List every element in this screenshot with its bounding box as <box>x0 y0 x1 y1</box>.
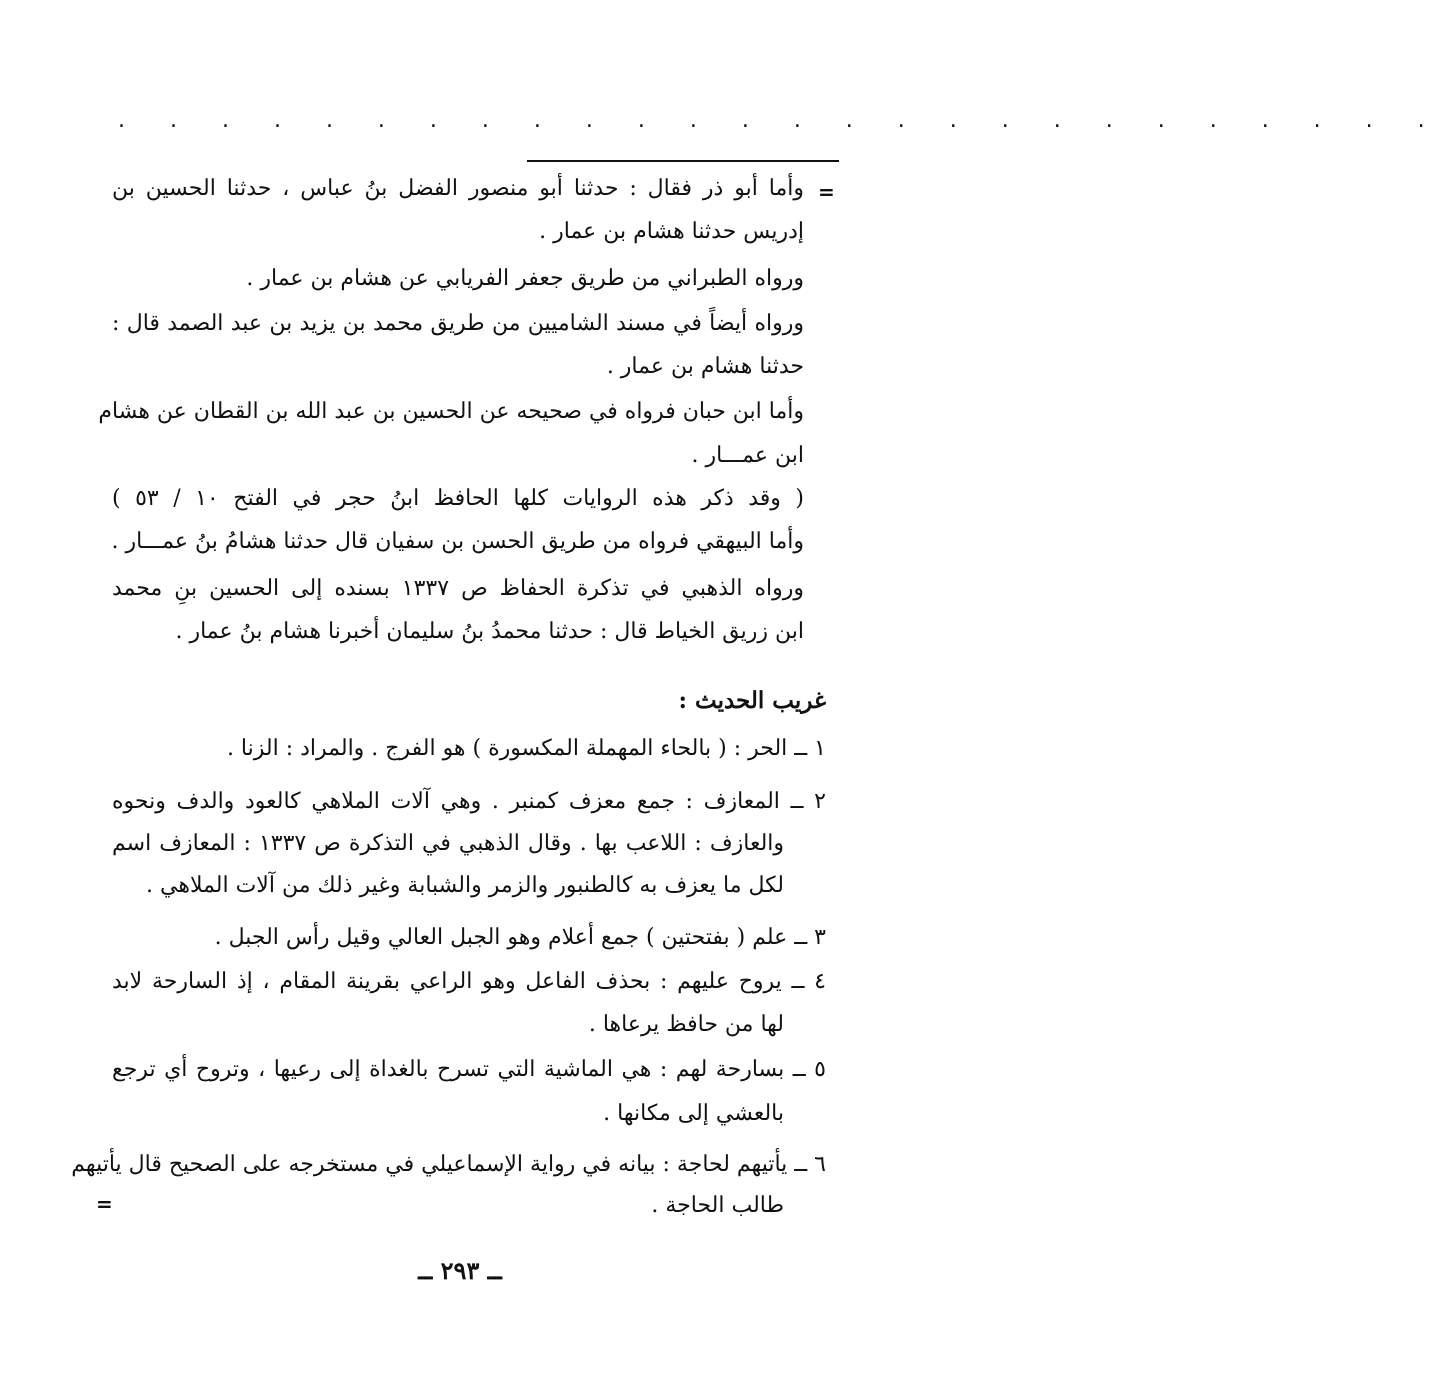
gloss-line: والعازف : اللاعب بها . وقال الذهبي في التذكرة ص ١٣٣٧ : المعازف اسم <box>112 831 785 856</box>
note-line: وأما أبو ذر فقال : حدثنا أبو منصور الفضل بنُ عباس ، حدثنا الحسين بن <box>112 176 804 201</box>
note-line: وأما ابن حبان فرواه في صحيحه عن الحسين بن عبد الله بن القطان عن هشام <box>98 399 804 424</box>
gloss-line: ١ ــ الحر : ( بالحاء المهملة المكسورة ) هو الفرج . والمراد : الزنا . <box>226 736 826 761</box>
note-line: وأما البيهقي فرواه من طريق الحسن بن سفيان قال حدثنا هشامُ بنُ عمـــار . <box>111 529 804 554</box>
gloss-line: بالعشي إلى مكانها . <box>603 1101 784 1126</box>
separator-dots: . . . . . . . . . . . . . . . . . . . . . . . . . . <box>118 108 1444 133</box>
note-line: ابن عمـــار . <box>691 443 804 468</box>
note-line: حدثنا هشام بن عمار . <box>606 354 804 379</box>
note-line: ابن زريق الخياط قال : حدثنا محمدُ بنُ سليمان أخبرنا هشام بنُ عمار . <box>175 619 804 644</box>
page-number: ــ ٢٩٣ ــ <box>418 1256 502 1285</box>
continuation-mark-top: = <box>818 180 835 204</box>
note-line: ورواه أيضاً في مسند الشاميين من طريق محمد بن يزيد بن عبد الصمد قال : <box>112 311 804 336</box>
note-line: ورواه الطبراني من طريق جعفر الفريابي عن هشام بن عمار . <box>246 266 804 291</box>
gloss-line: لها من حافظ يرعاها . <box>588 1012 784 1037</box>
gloss-line: ٣ ــ علم ( بفتحتين ) جمع أعلام وهو الجبل العالي وقيل رأس الجبل . <box>214 925 826 950</box>
gloss-line: ٢ ــ المعازف : جمع معزف كمنبر . وهي آلات الملاهي كالعود والدف ونحوه <box>112 789 826 814</box>
section-heading: غريب الحديث : <box>678 687 826 714</box>
note-line: إدريس حدثنا هشام بن عمار . <box>539 219 804 244</box>
gloss-line: طالب الحاجة . <box>651 1193 784 1218</box>
note-line: ( وقد ذكر هذه الروايات كلها الحافظ ابنُ حجر في الفتح ١٠ / ٥٣ ) <box>112 486 804 511</box>
note-line: ورواه الذهبي في تذكرة الحفاظ ص ١٣٣٧ بسنده إلى الحسين بنِ محمد <box>112 576 804 601</box>
gloss-line: لكل ما يعزف به كالطنبور والزمر والشبابة وغير ذلك من آلات الملاهي . <box>146 873 784 898</box>
gloss-line: ٥ ــ بسارحة لهم : هي الماشية التي تسرح بالغداة إلى رعيها ، وتروح أي ترجع <box>112 1057 826 1082</box>
gloss-line: ٤ ــ يروح عليهم : بحذف الفاعل وهو الراعي بقرينة المقام ، إذ السارحة لابد <box>112 969 826 994</box>
gloss-line: ٦ ــ يأتيهم لحاجة : بيانه في رواية الإسماعيلي في مستخرجه على الصحيح قال يأتيهم <box>71 1152 826 1177</box>
footnote-rule <box>527 160 839 162</box>
continuation-mark-bottom: = <box>96 1192 113 1216</box>
